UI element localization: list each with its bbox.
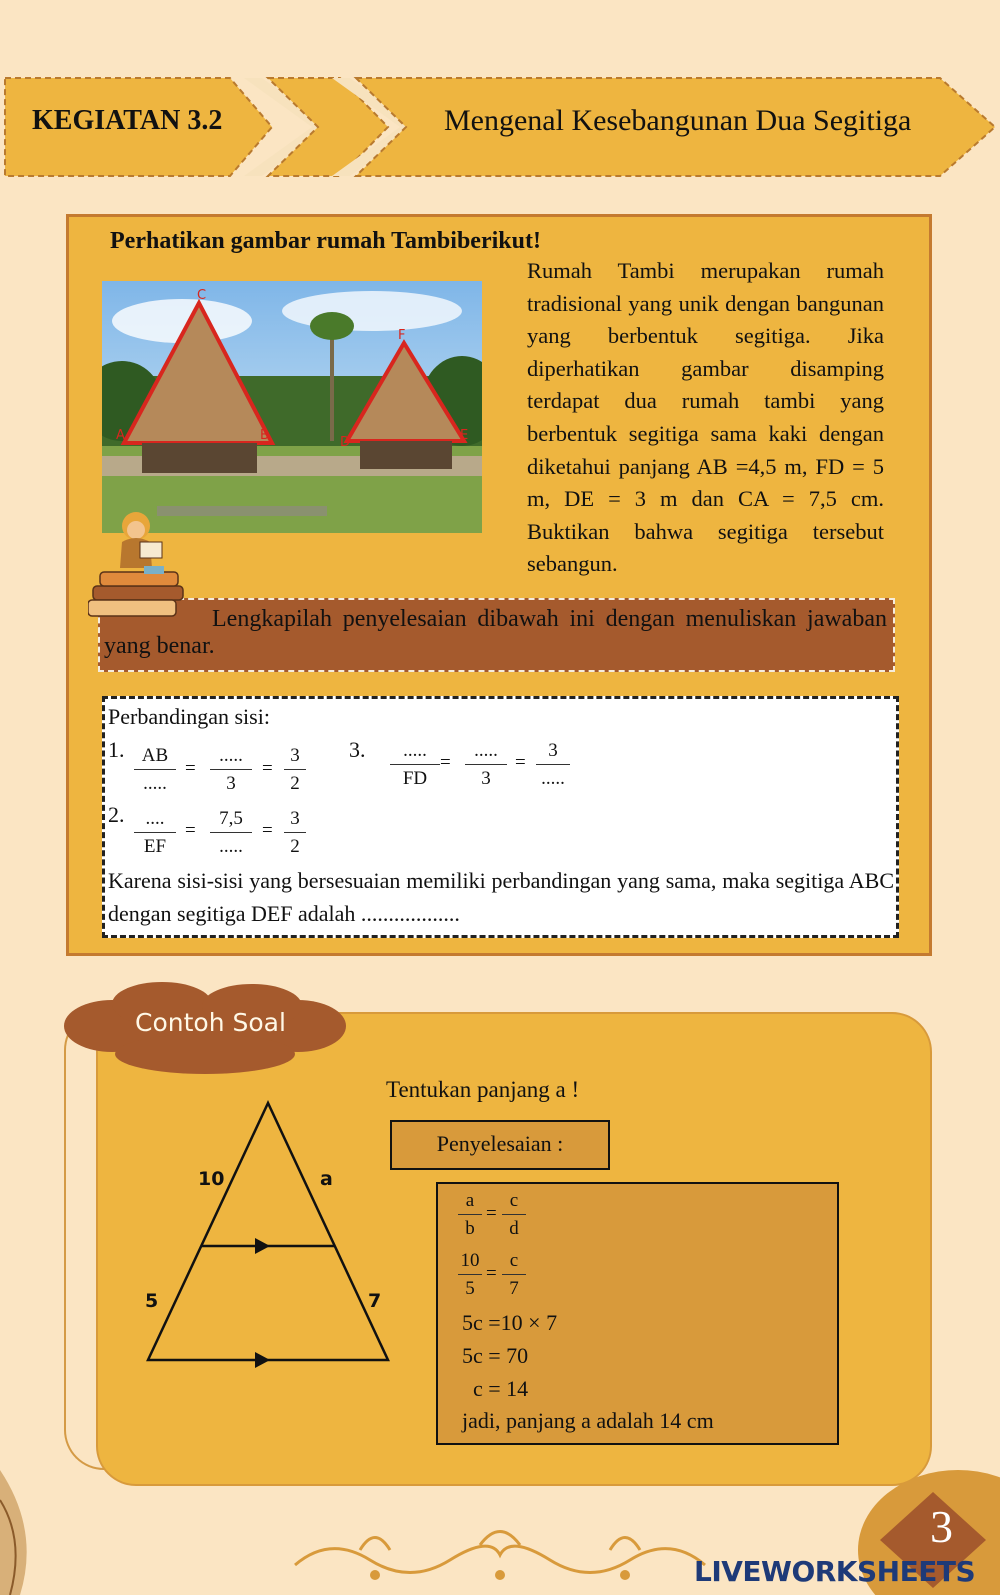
activity-label: KEGIATAN 3.2 (32, 105, 223, 136)
triangle-label-10: 10 (198, 1168, 225, 1190)
sol-f1-num-right: c (509, 1190, 519, 1211)
item-3-f2-denominator: 3 (481, 768, 491, 789)
sol-f2-equals: = (486, 1263, 497, 1284)
photo-vertex-label-e: E (460, 428, 469, 443)
item-3-f3-denominator[interactable]: ..... (541, 768, 565, 789)
item-1-equals-2: = (262, 758, 273, 779)
instruction-text: Lengkapilah penyelesaian dibawah ini dengan menuliskan jawaban yang benar. (104, 606, 887, 659)
photo-vertex-label-f: F (398, 328, 406, 343)
floral-ornament (290, 1520, 710, 1590)
item-3-fraction-3 (536, 740, 570, 790)
item-2-f1-numerator[interactable]: .... (145, 808, 165, 829)
item-2-f2-numerator: 7,5 (219, 808, 243, 829)
item-2-equals-2: = (262, 820, 273, 841)
solution-line-4: 5c = 70 (462, 1343, 529, 1368)
item-2-f3-denominator: 2 (290, 836, 300, 857)
item-1-equals-1: = (185, 758, 196, 779)
item-3-number: 3. (349, 737, 366, 762)
solution-fraction-c-7 (502, 1250, 526, 1300)
item-2-f1-denominator: EF (143, 836, 167, 857)
item-1-f1-denominator: ..... (143, 773, 167, 794)
instruction-box (98, 598, 895, 672)
photo-vertex-label-b: B (260, 428, 269, 443)
item-2-f2-denominator[interactable]: ..... (219, 836, 243, 857)
photo-vertex-label-c: C (197, 288, 207, 303)
liveworksheets-logo: LIVEWORKSHEETS (694, 1555, 976, 1588)
sol-f2-den-right: 7 (509, 1278, 519, 1299)
item-1-f3-numerator: 3 (290, 745, 300, 766)
triangle-diagram (140, 1098, 400, 1378)
sol-f1-den-left: b (465, 1218, 475, 1239)
item-1-fraction-2 (210, 745, 252, 795)
item-3-f1-denominator: FD (402, 768, 428, 789)
example-title: Contoh Soal (135, 1008, 286, 1037)
conclusion-text: Karena sisi-sisi yang bersesuaian memiliki perbandingan yang sama, maka segitiga ABC dengan segitiga DEF adalah .................. (108, 868, 894, 926)
photo-vertex-label-a: A (116, 428, 125, 443)
item-2-fraction-3 (284, 808, 306, 858)
item-1-f3-denominator: 2 (290, 773, 300, 794)
tambi-house-photo (102, 281, 482, 533)
item-1-f1-numerator: AB (141, 745, 169, 766)
sol-f1-num-left: a (465, 1190, 475, 1211)
item-3-fraction-2 (465, 740, 507, 790)
triangle-label-5: 5 (145, 1290, 159, 1312)
solution-line-5: c = 14 (473, 1376, 529, 1401)
sol-f2-num-right: c (509, 1250, 519, 1271)
item-3-f1-numerator[interactable]: ..... (403, 740, 427, 761)
item-1-fraction-3 (284, 745, 306, 795)
item-2-number: 2. (108, 802, 125, 827)
solution-label: Penyelesaian : (390, 1120, 610, 1170)
solution-fraction-c-d (502, 1190, 526, 1240)
item-1-fraction-1 (134, 745, 176, 795)
intro-title: Perhatikan gambar rumah Tambiberikut! (110, 228, 541, 254)
item-1-f2-denominator: 3 (226, 773, 236, 794)
solution-line-3: 5c =10 × 7 (462, 1310, 558, 1335)
item-3-equals-2: = (515, 752, 526, 773)
item-3-f2-numerator[interactable]: ..... (474, 740, 498, 761)
triangle-label-a: a (320, 1168, 333, 1190)
sol-f1-den-right: d (509, 1218, 519, 1239)
item-2-f3-numerator: 3 (290, 808, 300, 829)
batik-corner-decoration (0, 1470, 60, 1595)
triangle-label-7: 7 (368, 1290, 382, 1312)
worksheet-heading: Perbandingan sisi: (108, 704, 270, 729)
solution-fraction-a-b (458, 1190, 482, 1240)
activity-title: Mengenal Kesebangunan Dua Segitiga (444, 104, 912, 137)
item-3-equals-1: = (440, 752, 451, 773)
item-3-fraction-1 (390, 740, 440, 790)
story-text: Rumah Tambi merupakan rumah tradisional yang unik dengan bangunan yang berbentuk segitiga. Jika diperhatikan gambar disamping terdapat dua rumah tambi yang berbentuk segitiga sama kaki dengan diketahui panjang AB =4,5 m, FD = 5 m, DE = 3 m dan CA = 7,5 cm. Buktikan bahwa segitiga tersebut sebangun. (527, 258, 884, 577)
item-1-number: 1. (108, 737, 125, 762)
solution-line-6: jadi, panjang a adalah 14 cm (462, 1408, 714, 1433)
sol-f2-den-left: 5 (465, 1278, 475, 1299)
sol-f2-num-left: 10 (460, 1250, 480, 1271)
item-2-equals-1: = (185, 820, 196, 841)
item-1-f2-numerator[interactable]: ..... (219, 745, 243, 766)
sol-f1-equals: = (486, 1203, 497, 1224)
example-task: Tentukan panjang a ! (386, 1077, 580, 1102)
page-number: 3 (930, 1501, 953, 1552)
item-3-f3-numerator: 3 (548, 740, 558, 761)
item-2-fraction-2 (210, 808, 252, 858)
solution-fraction-10-5 (458, 1250, 482, 1300)
photo-vertex-label-d: D (340, 435, 351, 450)
reading-child-illustration (88, 508, 188, 628)
item-2-fraction-1 (134, 808, 176, 858)
